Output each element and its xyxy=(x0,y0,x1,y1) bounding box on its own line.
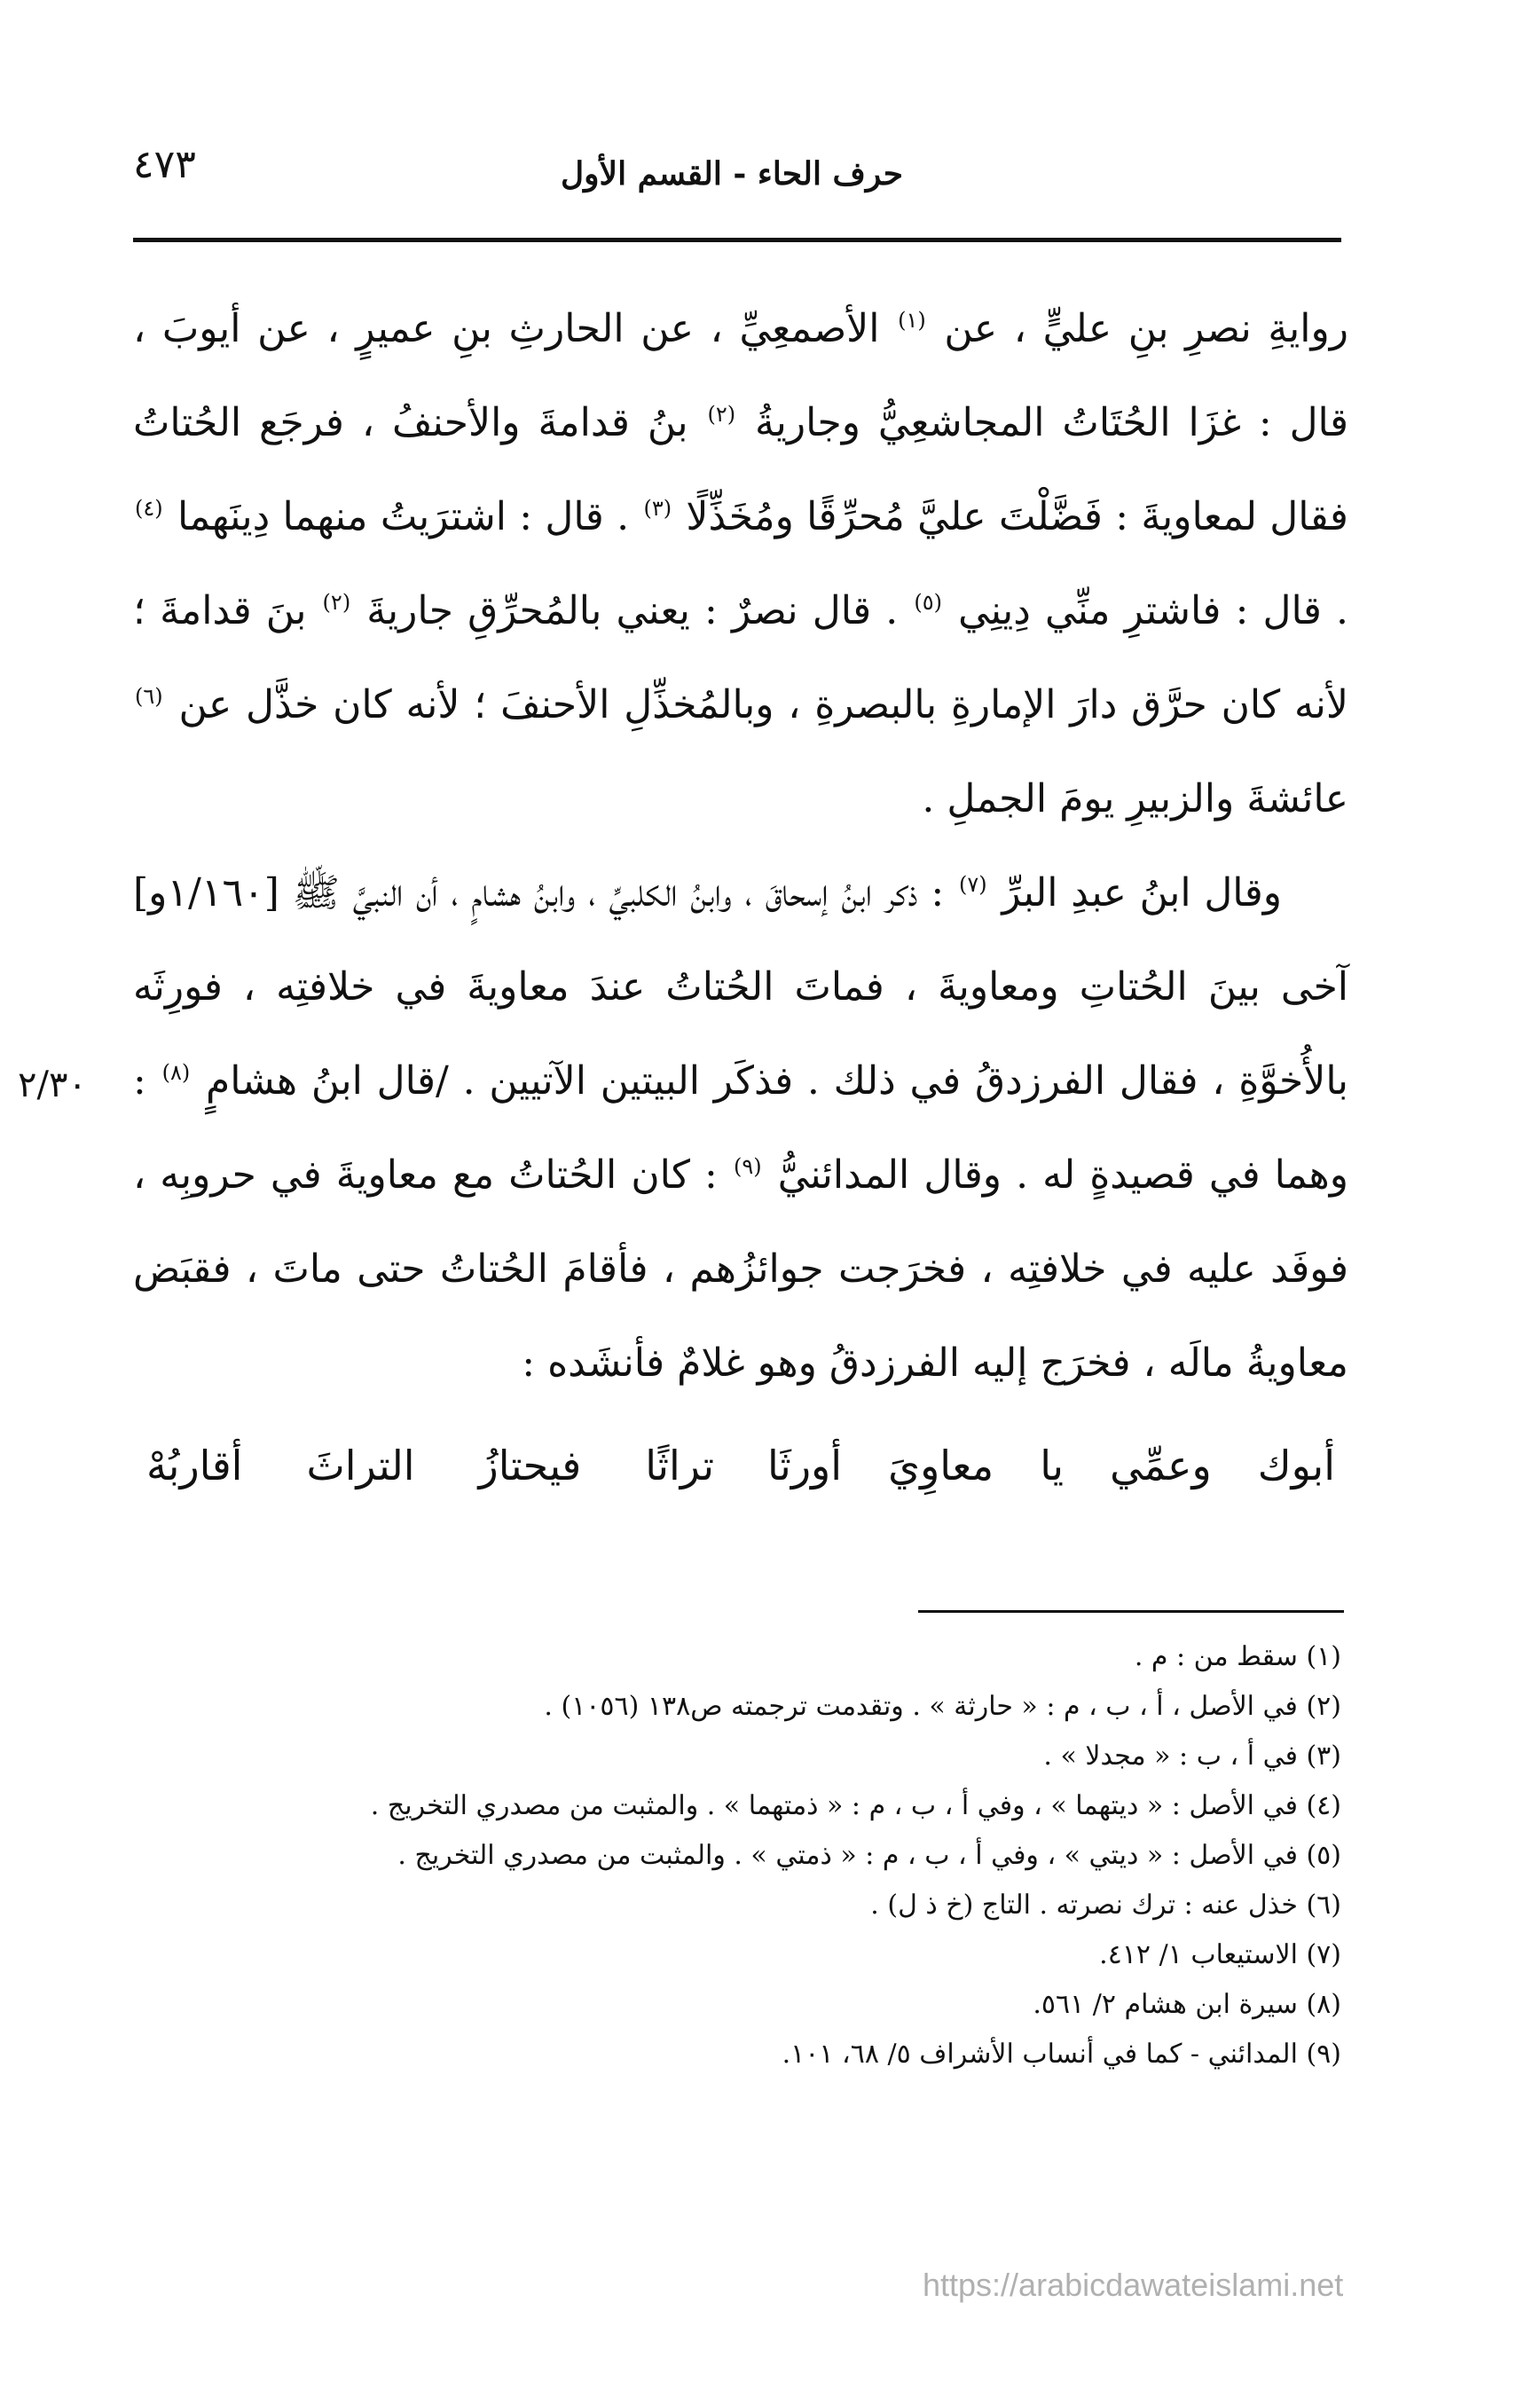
verse-first-hemistich: أبوك وعمِّي يا معاوِيَ أورثَا xyxy=(767,1442,1335,1489)
footnote-3: (٣) في أ ، ب : « مجدلا » . xyxy=(1043,1741,1341,1772)
footnote-reference: (٤) xyxy=(135,496,163,522)
text-segment: : كان الحُتاتُ مع معاويةَ في حروبِه ، فوفَد عليه في خلافتِه ، فخرَجت جوائزُهم ، فأقامَ الحُتاتُ حتى ماتَ ، فقبَض معاويةُ مالَه ، فخرَج إليه الفرزدقُ وهو غلامٌ فأنشَده : xyxy=(133,1152,1348,1386)
footnote-8: (٨) سيرة ابن هشام ٢/ ٥٦١. xyxy=(1033,1989,1341,2020)
footnote-reference: (٧) xyxy=(958,872,987,898)
footnote-reference: (٩) xyxy=(733,1154,762,1180)
running-header: حرف الحاء - القسم الأول xyxy=(561,155,903,193)
footnote-reference: (١) xyxy=(898,308,926,334)
footnote-reference: (٦) xyxy=(135,684,163,710)
paragraph-1 xyxy=(133,282,1348,846)
margin-volume-page-reference: ٢/٣٠ xyxy=(18,1065,87,1105)
footnote-reference: (٢) xyxy=(322,590,351,616)
footnote-6: (٦) خذل عنه : ترك نصرته . التاج (خ ذ ل) . xyxy=(870,1890,1341,1921)
text-segment: : وهما في قصيدةٍ له . وقال المدائنيُّ xyxy=(133,1058,1348,1198)
text-segment: وقال ابنُ عبدِ البرِّ xyxy=(1002,870,1282,916)
verse-second-hemistich: تراثًا فيحتازُ التراثَ أقاربُهْ xyxy=(146,1442,714,1489)
text-segment: بنُ قدامةَ والأحنفُ ، فرجَع الحُتاتُ فقال لمعاويةَ : فَضَّلْتَ عليَّ مُحرِّقًا ومُخَذِّلًا xyxy=(133,400,1348,539)
footnote-reference: (٥) xyxy=(914,590,942,616)
footnote-7: (٧) الاستيعاب ١/ ٤١٢. xyxy=(1099,1939,1341,1970)
footnotes-list xyxy=(133,1632,1341,2079)
page-number: ٤٧٣ xyxy=(133,142,196,187)
body-text xyxy=(133,282,1348,1411)
text-segment: بنَ قدامةَ ؛ لأنه كان حرَّق دارَ الإمارةِ بالبصرةِ ، وبالمُخذِّلِ الأحنفَ ؛ لأنه كان خذَّل عن xyxy=(133,588,1348,727)
text-segment: . قال نصرٌ : يعني بالمُحرِّقِ جاريةَ xyxy=(366,588,899,633)
text-segment: روايةِ نصرِ بنِ عليٍّ ، عن xyxy=(944,306,1348,351)
footnote-1: (١) سقط من : م . xyxy=(1134,1641,1341,1672)
watermark-url: https://arabicdawateislami.net xyxy=(923,2267,1344,2303)
text-segment: : ذكر ابنُ إسحاقَ ، وابنُ الكلبيِّ ، وابنُ هشامٍ ، أن النبيَّ ﷺ [١/١٦٠و] آخى بينَ الحُتاتِ ومعاويةَ ، فماتَ الحُتاتُ عندَ معاويةَ في خلافتِه ، فورِثَه بالأُخوَّةِ ، فقال الفرزدقُ في ذلك . فذكَر البيتين الآتيين . /قال ابنُ هشامٍ xyxy=(133,870,1349,1104)
paragraph-2 xyxy=(133,846,1348,1411)
footnote-5: (٥) في الأصل : « ديتي » ، وفي أ ، ب ، م : « ذمتي » . والمثبت من مصدري التخريج . xyxy=(397,1840,1341,1871)
footnote-2: (٢) في الأصل ، أ ، ب ، م : « حارثة » . وتقدمت ترجمته ص١٣٨ (١٠٥٦) . xyxy=(544,1691,1341,1722)
text-segment: عائشةَ والزبيرِ يومَ الجملِ . xyxy=(922,776,1348,821)
footnote-reference: (٨) xyxy=(161,1060,191,1086)
footnote-4: (٤) في الأصل : « ديتهما » ، وفي أ ، ب ، م : « ذمتهما » . والمثبت من مصدري التخريج . xyxy=(370,1790,1341,1821)
poetry-verse xyxy=(146,1442,1335,1513)
footnote-reference: (٢) xyxy=(707,402,736,428)
header-rule xyxy=(133,238,1341,242)
text-segment: . قال : فاشترِ منِّي دِينِي xyxy=(958,588,1348,633)
footnote-reference: (٣) xyxy=(643,496,672,522)
footnote-9: (٩) المدائني - كما في أنساب الأشراف ٥/ ٦٨، ١٠١. xyxy=(782,2039,1341,2070)
text-segment: الأصمعِيِّ ، عن الحارثِ بنِ عميرٍ ، عن أيوبَ ، قال : غزَا الحُتَاتُ المجاشعِيُّ وجاريةُ xyxy=(133,306,1348,445)
footnote-rule xyxy=(918,1610,1344,1613)
text-segment: . قال : اشترَيتُ منهما دِينَهما xyxy=(177,494,630,539)
